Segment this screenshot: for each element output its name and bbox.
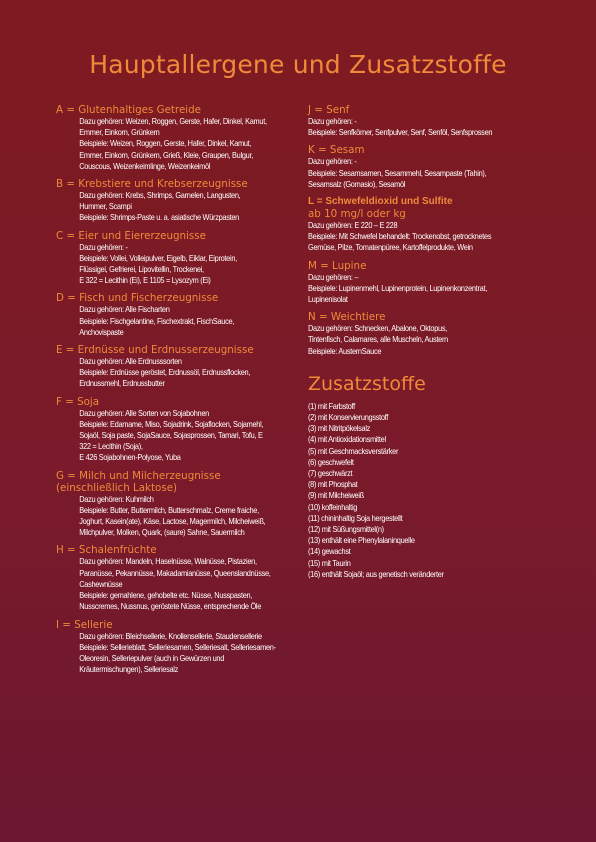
allergen-heading: D = Fisch und Fischerzeugnisse [56,292,219,305]
allergen-heading: E = Erdnüsse und Erdnusserzeugnisse [56,344,254,357]
allergen-section [56,104,306,172]
allergen-heading: M = Lupine [308,259,367,272]
allergen-detail-line: Dazu gehören: Weizen, Roggen, Gerste, Hafer, Dinkel, Kamut, [79,116,267,126]
allergen-detail-line: Beispiele: Vollei, Volleipulver, Eigelb, Eiklar, Eiprotein, [79,252,237,263]
allergen-detail-line: Gemüse, Pilze, Tomatenpüree, Kartoffelprodukte, Wein [308,242,473,253]
allergen-detail-line: Paranüsse, Pekannüsse, Makadamianüsse, Queenslandnüsse, [79,567,271,578]
allergen-detail-line: Dazu gehören: E 220 – E 228 [308,220,398,231]
allergen-detail-line: Dazu gehören: Kuhmilch [79,493,154,504]
allergen-detail-line: 322 = Lecithin (Soja), [79,441,143,452]
allergen-section [56,230,306,287]
allergen-detail-line: Dazu gehören: Mandeln, Haselnüsse, Walnüsse, Pistazien, [79,556,257,567]
zusatzstoff-item: (7) geschwärzt [308,468,353,479]
allergen-section [56,619,306,676]
zusatzstoff-item: (1) mit Farbstoff [308,400,355,411]
allergen-detail-line: Beispiele: Erdnüsse geröstet, Erdnussöl, Erdnussflocken, [79,367,251,378]
allergen-detail-line: Dazu gehören: Schnecken, Abalone, Oktopus, [308,323,447,334]
allergen-section [308,311,538,357]
allergen-detail-line: Lupinenisolat [308,294,348,305]
allergen-heading: A = Glutenhaltiges Getreide [56,104,202,116]
allergen-detail-line: E 426 Sojabohnen-Polyose, Yuba [79,452,181,463]
zusatzstoff-item: (15) mit Taurin [308,557,351,568]
allergen-section [308,260,538,306]
allergen-section [56,396,306,464]
allergen-detail-line: Beispiele: Edamame, Miso, Sojadrink, Sojaflocken, Sojamehl, [79,418,264,429]
allergen-detail-line: Oleoresin, Selleriepulver (auch in Gewürzen und [79,652,225,663]
zusatzstoff-item: (10) koffeinhaltig [308,501,358,512]
zusatzstoff-item: (9) mit Milcheiweiß [308,490,364,501]
allergen-section [56,544,306,612]
allergen-detail-line: Erdnussmehl, Erdnussbutter [79,378,165,389]
allergen-heading-continued: ab 10 mg/l oder kg [308,208,406,221]
allergen-detail-line: Beispiele: Fischgelantine, Fischextrakt, FischSauce, [79,315,235,326]
allergen-section [56,178,306,224]
allergen-detail-line: Beispiele: Sesamsamen, Sesammehl, Sesampaste (Tahin), [308,167,487,178]
zusatzstoff-item: (5) mit Geschmacksverstärker [308,445,399,456]
allergen-heading: C = Eier und Eiererzeugnisse [56,229,206,242]
allergen-detail-line: Dazu gehören: Alle Fischarten [79,304,170,315]
zusatzstoff-item: (3) mit Nitritpökelsalz [308,423,371,434]
allergen-detail-line: Flüssigei, Gefrierei, Lipovitellin, Trockenei, [79,264,204,275]
allergen-section [56,470,306,539]
allergen-heading: G = Milch und Milcherzeugnisse [56,469,221,482]
allergen-detail-line: Beispiele: Mit Schwefel behandelt: Trockenobst, getrocknetes [308,231,492,242]
allergen-detail-line: Beispiele: Weizen, Roggen, Gerste, Hafer, Dinkel, Kamut, [79,138,252,149]
allergen-column-left [56,104,306,681]
zusatzstoff-item: (14) gewachst [308,546,351,557]
zusatzstoffe-title: Zusatzstoffe [308,372,426,395]
allergen-section [56,292,306,338]
page-title: Hauptallergene und Zusatzstoffe [89,50,507,79]
allergen-detail-line: Emmer, Einkorn, Grünkern, Grieß, Kleie, Graupen, Bulgur, [79,149,253,160]
zusatzstoff-item: (16) enthält Sojaöl; aus genetisch veränderter [308,568,444,579]
allergen-detail-line: Couscous, Weizenkeimlinge, Weizenkeimöl [79,160,211,171]
allergen-section [308,104,538,138]
allergen-detail-line: Beispiele: Shrimps-Paste u. a. asiatische Würzpasten [79,212,239,223]
allergen-heading: L = Schwefeldioxid und Sulfite [308,196,453,208]
allergen-detail-line: Milchpulver, Molken, Quark, (saure) Sahne, Sauermilch [79,527,245,538]
allergen-detail-line: Sojaöl, Soja paste, SojaSauce, Sojasprossen, Tamari, Tofu, E [79,430,263,441]
allergen-detail-line: Dazu gehören: Bleichsellerie, Knollensellerie, Staudensellerie [79,630,262,641]
allergen-detail-line: Emmer, Einkorn, Grünkern [79,127,160,138]
allergen-detail-line: Dazu gehören: - [79,241,128,252]
allergen-column-right [308,104,538,580]
allergen-detail-line: Beispiele: Butter, Buttermilch, Butterschmalz, Creme fraiche, [79,504,259,515]
allergen-section [308,196,538,254]
allergen-detail-line: Anchovispaste [79,326,124,337]
allergen-detail-line: Beispiele: Sellerieblatt, Selleriesamen, Selleriesalt, Selleriesamen- [79,641,276,652]
allergen-section [56,344,306,390]
allergen-heading: J = Senf [308,104,350,116]
allergen-heading: F = Soja [56,395,100,408]
allergen-detail-line: Hummer, Scampi [79,201,132,212]
zusatzstoff-item: (11) chininhaltig Soja hergestellt [308,512,403,523]
allergen-detail-line: Dazu gehören: Alle Erdnusssorten [79,356,182,367]
allergen-detail-line: Dazu gehören: - [308,156,357,167]
allergen-detail-line: Joghurt, Kasein(ate), Käse, Lactose, Magermilch, Milcheiweiß, [79,516,266,527]
allergen-detail-line: Beispiele: gemahlene, gehobelte etc. Nüsse, Nusspasten, [79,590,253,601]
allergen-detail-line: Dazu gehören: Alle Sorten von Sojabohnen [79,407,209,418]
allergen-detail-line: Nusscremes, Nussnus, geröstete Nüsse, entsprechende Öle [79,601,262,612]
zusatzstoff-item: (13) enthält eine Phenylalaninquelle [308,535,415,546]
zusatzstoff-item: (12) mit Süßungsmittel(n) [308,524,384,535]
zusatzstoff-item: (8) mit Phosphat [308,479,358,490]
allergen-detail-line: Cashewnüsse [79,578,123,589]
allergen-heading: N = Weichtiere [308,311,386,324]
allergen-detail-line: Beispiele: Senfkörner, Senfpulver, Senf, Senföl, Senfsprossen [308,127,493,138]
zusatzstoff-item: (6) geschwefelt [308,456,354,467]
allergen-detail-line: Beispiele: Lupinenmehl, Lupinenprotein, Lupinenkonzentrat, [308,282,487,293]
allergen-detail-line: Dazu gehören: – [308,271,359,282]
zusatzstoff-item: (4) mit Antioxidationsmittel [308,434,386,445]
allergen-heading: K = Sesam [308,144,365,157]
allergen-detail-line: Beispiele: AusternSauce [308,345,382,356]
allergen-detail-line: Sesamsalz (Gomasio), Sesamöl [308,178,406,189]
allergen-heading: B = Krebstiere und Krebserzeugnisse [56,178,248,191]
zusatzstoff-item: (2) mit Konservierungsstoff [308,412,389,423]
allergen-list-right [308,104,538,357]
allergen-heading-continued: (einschließlich Laktose) [56,481,178,494]
allergen-detail-line: Kräutermischungen), Selleriesalz [79,664,179,675]
allergen-section [308,144,538,190]
allergen-detail-line: Tintenfisch, Calamares, alle Muscheln, Austern [308,334,448,345]
allergen-detail-line: E 322 = Lecithin (Ei), E 1105 = Lysozym (Ei) [79,275,211,286]
allergen-detail-line: Dazu gehören: - [308,116,357,126]
allergen-heading: H = Schalenfrüchte [56,544,157,557]
allergen-heading: I = Sellerie [56,618,113,631]
zusatzstoffe-list [308,401,538,580]
allergen-detail-line: Dazu gehören: Krebs, Shrimps, Garnelen, Langusten, [79,190,241,201]
